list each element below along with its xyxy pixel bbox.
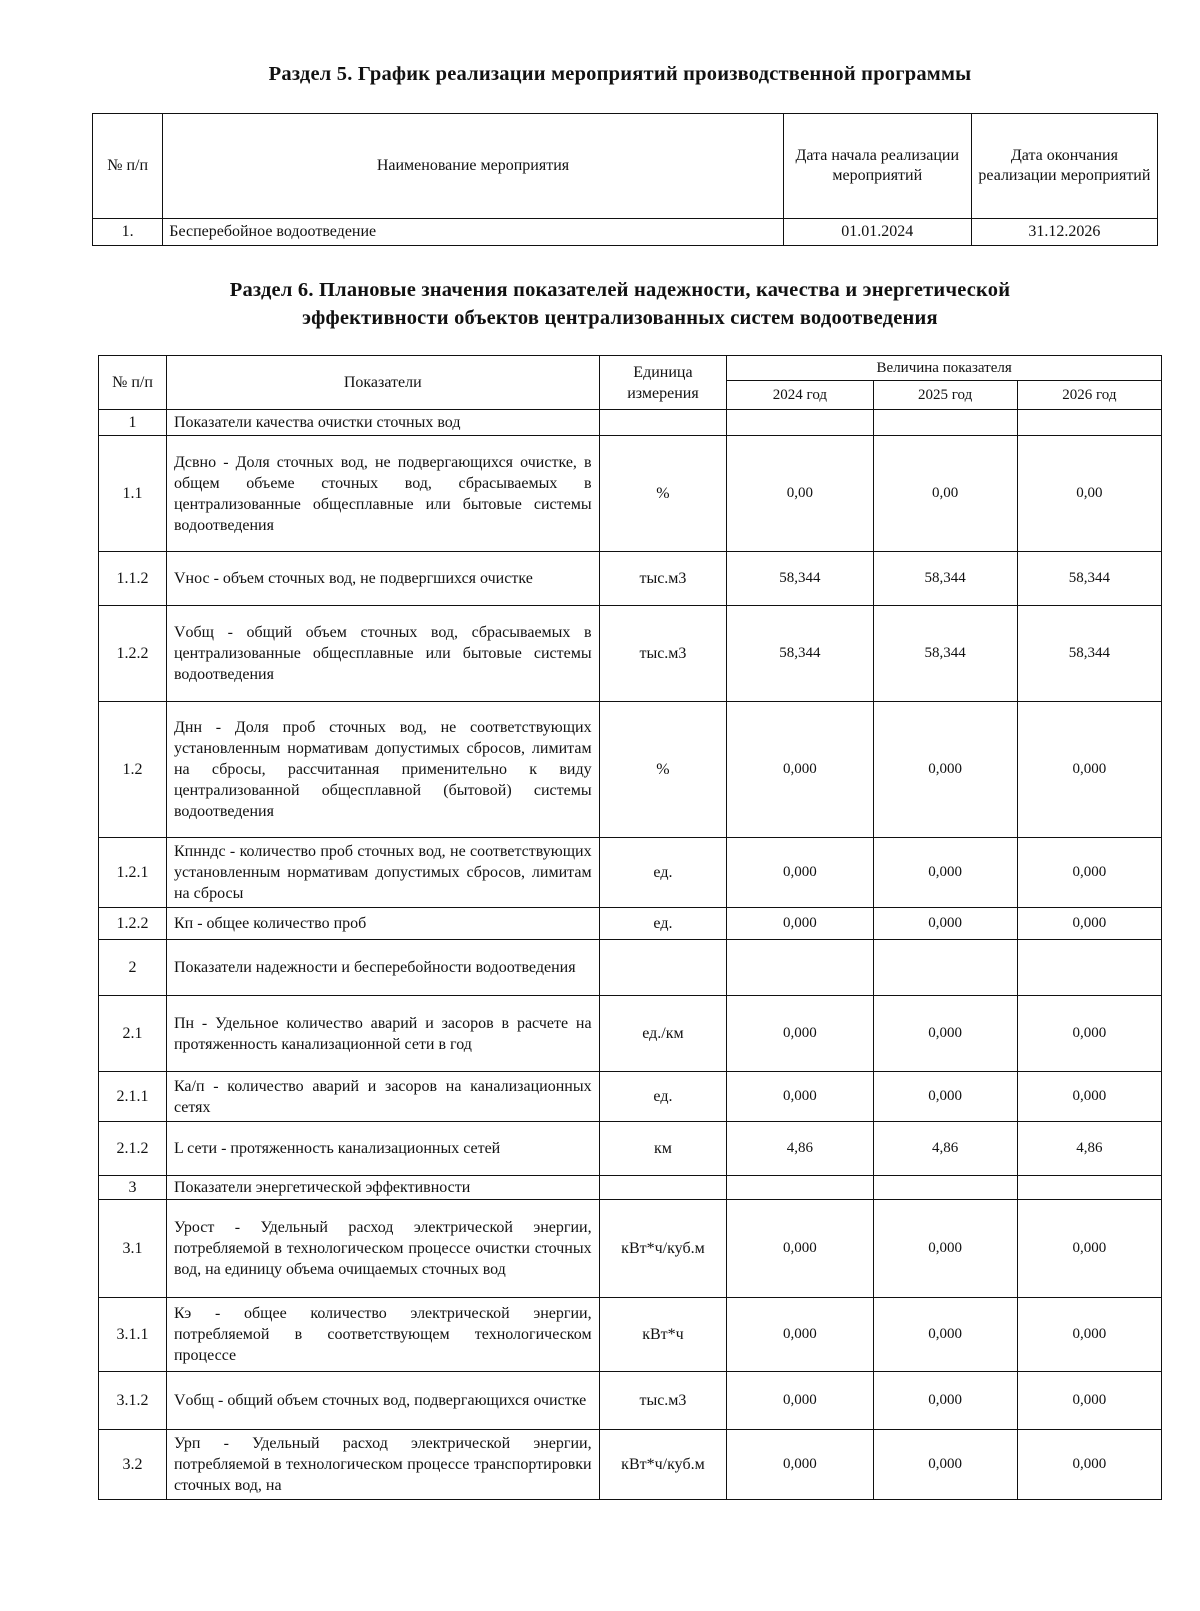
row-num: 1.2 (99, 702, 167, 838)
row-value-2026: 0,000 (1017, 702, 1161, 838)
row-unit: % (599, 702, 727, 838)
table-row (99, 436, 1162, 552)
row-unit: тыс.м3 (599, 1372, 727, 1430)
section-5-title: Раздел 5. График реализации мероприятий производственной программы (268, 63, 972, 85)
row-value-2024: 0,000 (727, 838, 873, 908)
table-row (99, 552, 1162, 606)
row-value-2026: 0,000 (1017, 1372, 1161, 1430)
row-indicator: Кэ - общее количество электрической энергии, потребляемой в соответствующем технологическом процессе (166, 1298, 599, 1372)
section-6-title (60, 276, 1180, 332)
row-value-2026: 0,000 (1017, 1430, 1161, 1500)
row-unit (599, 410, 727, 436)
header-num: № п/п (99, 356, 167, 410)
row-unit: ед. (599, 838, 727, 908)
table-row (99, 1200, 1162, 1298)
row-unit: тыс.м3 (599, 552, 727, 606)
row-unit: кВт*ч/куб.м (599, 1430, 727, 1500)
row-value-2025: 0,00 (873, 436, 1017, 552)
row-value-2025: 4,86 (873, 1122, 1017, 1176)
table-row (99, 940, 1162, 996)
row-value-2024: 0,00 (727, 436, 873, 552)
row-num: 3.1 (99, 1200, 167, 1298)
section-6-title-line-1: Раздел 6. Плановые значения показателей надежности, качества и энергетической (229, 279, 1011, 301)
row-unit (599, 1176, 727, 1200)
row-indicator: Кпнндс - количество проб сточных вод, не соответствующих установленным нормативам допустимых сбросов, лимитам на сбросы (166, 838, 599, 908)
table-row (99, 1430, 1162, 1500)
row-value-2024: 0,000 (727, 1072, 873, 1122)
row-num: 3 (99, 1176, 167, 1200)
row-indicator: Vобщ - общий объем сточных вод, сбрасываемых в централизованные общесплавные или бытовые системы водоотведения (166, 606, 599, 702)
table-row (99, 1122, 1162, 1176)
row-unit: % (599, 436, 727, 552)
row-indicator: Пн - Удельное количество аварий и засоров в расчете на протяженность канализационной сети в год (166, 996, 599, 1072)
row-value-2025: 0,000 (873, 1200, 1017, 1298)
row-indicator: Показатели качества очистки сточных вод (166, 410, 599, 436)
row-num: 1.2.2 (99, 606, 167, 702)
row-num: 3.2 (99, 1430, 167, 1500)
table-header-row (93, 114, 1158, 219)
row-value-2025: 0,000 (873, 1072, 1017, 1122)
row-num: 1.2.2 (99, 908, 167, 940)
row-num: 3.1.2 (99, 1372, 167, 1430)
table-row (99, 996, 1162, 1072)
row-value-2024: 58,344 (727, 552, 873, 606)
row-value-2025: 0,000 (873, 702, 1017, 838)
row-value-2025: 58,344 (873, 606, 1017, 702)
row-value-2026: 0,000 (1017, 908, 1161, 940)
row-indicator: Vнос - объем сточных вод, не подвергшихся очистке (166, 552, 599, 606)
table-row (99, 702, 1162, 838)
row-value-2026: 58,344 (1017, 606, 1161, 702)
row-value-2026: 0,000 (1017, 838, 1161, 908)
table-row (99, 838, 1162, 908)
row-value-2025: 58,344 (873, 552, 1017, 606)
row-indicator: Урост - Удельный расход электрической энергии, потребляемой в технологическом процессе очистки сточных вод, на единицу объема очищаемых сточных вод (166, 1200, 599, 1298)
row-unit: ед. (599, 1072, 727, 1122)
row-value-2026 (1017, 410, 1161, 436)
header-start-date: Дата начала реализации мероприятий (783, 114, 971, 219)
table-row (99, 1176, 1162, 1200)
table-row (99, 908, 1162, 940)
row-value-2024 (727, 410, 873, 436)
header-year-2026: 2026 год (1017, 381, 1161, 410)
row-value-2026: 0,000 (1017, 996, 1161, 1072)
row-num: 1. (93, 219, 163, 246)
row-unit: тыс.м3 (599, 606, 727, 702)
row-value-2024: 0,000 (727, 1298, 873, 1372)
row-value-2025: 0,000 (873, 1372, 1017, 1430)
row-num: 1.1 (99, 436, 167, 552)
row-num: 2.1.2 (99, 1122, 167, 1176)
row-value-2026: 0,00 (1017, 436, 1161, 552)
row-indicator: Vобщ - общий объем сточных вод, подвергающихся очистке (166, 1372, 599, 1430)
row-value-2024: 58,344 (727, 606, 873, 702)
row-value-2026: 0,000 (1017, 1298, 1161, 1372)
row-value-2025: 0,000 (873, 1430, 1017, 1500)
row-value-2024: 0,000 (727, 1200, 873, 1298)
row-value-2025: 0,000 (873, 1298, 1017, 1372)
row-indicator: L сети - протяженность канализационных сетей (166, 1122, 599, 1176)
row-unit: ед. (599, 908, 727, 940)
section-6-table-body (99, 410, 1162, 1500)
table-header-row (99, 356, 1162, 381)
row-unit: км (599, 1122, 727, 1176)
row-value-2024: 0,000 (727, 702, 873, 838)
row-end-date: 31.12.2026 (971, 219, 1157, 246)
row-unit: кВт*ч (599, 1298, 727, 1372)
section-6-title-line-2: эффективности объектов централизованных систем водоотведения (302, 307, 938, 329)
row-num: 1.2.1 (99, 838, 167, 908)
row-num: 1 (99, 410, 167, 436)
row-num: 1.1.2 (99, 552, 167, 606)
row-value-2024: 0,000 (727, 908, 873, 940)
row-value-2024: 0,000 (727, 996, 873, 1072)
table-row (93, 219, 1158, 246)
row-indicator: Урп - Удельный расход электрической энергии, потребляемой в технологическом процессе транспортировки сточных вод, на (166, 1430, 599, 1500)
row-event-name: Бесперебойное водоотведение (163, 219, 783, 246)
header-event-name: Наименование мероприятия (163, 114, 783, 219)
section-6-table (98, 355, 1162, 1500)
row-value-2025 (873, 1176, 1017, 1200)
row-indicator: Днн - Доля проб сточных вод, не соответствующих установленным нормативам допустимых сбросов, лимитам на сбросы, рассчитанная применительно к виду централизованной общесплавной (бытовой) системы водоотведения (166, 702, 599, 838)
row-unit: кВт*ч/куб.м (599, 1200, 727, 1298)
row-value-2026 (1017, 940, 1161, 996)
row-num: 2.1 (99, 996, 167, 1072)
table-row (99, 410, 1162, 436)
table-row (99, 1372, 1162, 1430)
row-value-2024: 0,000 (727, 1430, 873, 1500)
row-value-2025 (873, 410, 1017, 436)
header-end-date: Дата окончания реализации мероприятий (971, 114, 1157, 219)
row-num: 2 (99, 940, 167, 996)
header-indicators: Показатели (166, 356, 599, 410)
row-value-2026: 4,86 (1017, 1122, 1161, 1176)
row-value-2026 (1017, 1176, 1161, 1200)
row-value-2024 (727, 1176, 873, 1200)
row-indicator: Показатели надежности и бесперебойности водоотведения (166, 940, 599, 996)
row-value-2026: 0,000 (1017, 1072, 1161, 1122)
section-5-table (92, 113, 1158, 246)
header-unit: Единица измерения (599, 356, 727, 410)
row-unit (599, 940, 727, 996)
row-value-2026: 0,000 (1017, 1200, 1161, 1298)
table-row (99, 606, 1162, 702)
table-row (99, 1072, 1162, 1122)
row-indicator: Ка/п - количество аварий и засоров на канализационных сетях (166, 1072, 599, 1122)
row-unit: ед./км (599, 996, 727, 1072)
row-value-2024: 0,000 (727, 1372, 873, 1430)
row-value-2024 (727, 940, 873, 996)
row-indicator: Кп - общее количество проб (166, 908, 599, 940)
row-num: 3.1.1 (99, 1298, 167, 1372)
row-start-date: 01.01.2024 (783, 219, 971, 246)
row-value-2025 (873, 940, 1017, 996)
header-value: Величина показателя (727, 356, 1162, 381)
table-row (99, 1298, 1162, 1372)
row-value-2024: 4,86 (727, 1122, 873, 1176)
row-num: 2.1.1 (99, 1072, 167, 1122)
row-value-2026: 58,344 (1017, 552, 1161, 606)
row-indicator: Показатели энергетической эффективности (166, 1176, 599, 1200)
row-indicator: Дсвно - Доля сточных вод, не подвергающихся очистке, в общем объеме сточных вод, сбрасываемых в централизованные общесплавные или бытовые системы водоотведения (166, 436, 599, 552)
row-value-2025: 0,000 (873, 996, 1017, 1072)
row-value-2025: 0,000 (873, 908, 1017, 940)
row-value-2025: 0,000 (873, 838, 1017, 908)
header-year-2024: 2024 год (727, 381, 873, 410)
header-num: № п/п (93, 114, 163, 219)
header-year-2025: 2025 год (873, 381, 1017, 410)
